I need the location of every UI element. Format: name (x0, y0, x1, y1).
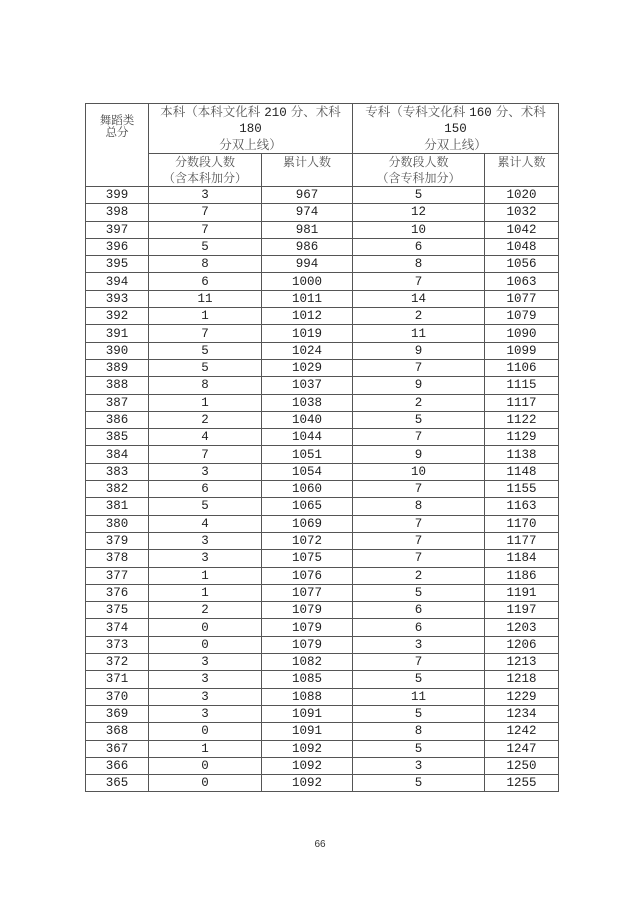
table-row (86, 671, 559, 688)
cell-total-score: 378 (86, 550, 149, 567)
cell-total-score: 379 (86, 532, 149, 549)
table-row (86, 290, 559, 307)
cell-bachelor-count: 0 (149, 636, 262, 653)
cell-bachelor-cumulative: 1092 (262, 775, 353, 792)
cell-bachelor-cumulative: 1011 (262, 290, 353, 307)
cell-bachelor-cumulative: 1029 (262, 359, 353, 376)
table-row (86, 550, 559, 567)
cell-total-score: 372 (86, 654, 149, 671)
cell-bachelor-count: 6 (149, 481, 262, 498)
cell-bachelor-count: 3 (149, 654, 262, 671)
cell-associate-cumulative: 1020 (485, 187, 559, 204)
cell-bachelor-count: 3 (149, 688, 262, 705)
table-row (86, 273, 559, 290)
cell-total-score: 392 (86, 308, 149, 325)
cell-total-score: 394 (86, 273, 149, 290)
cell-total-score: 370 (86, 688, 149, 705)
cell-associate-count: 7 (353, 515, 485, 532)
cell-bachelor-cumulative: 1024 (262, 342, 353, 359)
cell-bachelor-count: 1 (149, 394, 262, 411)
table-row (86, 256, 559, 273)
cell-associate-cumulative: 1247 (485, 740, 559, 757)
cell-bachelor-cumulative: 1012 (262, 308, 353, 325)
table-row (86, 342, 559, 359)
cell-bachelor-cumulative: 1088 (262, 688, 353, 705)
cell-bachelor-cumulative: 1051 (262, 446, 353, 463)
header-bachelor-line3: 分双上线） (219, 137, 282, 152)
cell-total-score: 386 (86, 411, 149, 428)
subheader-associate-count-line1: 分数段人数 (388, 155, 449, 169)
cell-associate-cumulative: 1148 (485, 463, 559, 480)
cell-total-score: 382 (86, 481, 149, 498)
table-row (86, 446, 559, 463)
header-bachelor-art-score: 180 (239, 122, 262, 136)
cell-associate-cumulative: 1250 (485, 757, 559, 774)
table-row (86, 515, 559, 532)
cell-associate-cumulative: 1234 (485, 705, 559, 722)
cell-bachelor-cumulative: 1079 (262, 602, 353, 619)
cell-associate-count: 3 (353, 636, 485, 653)
cell-associate-cumulative: 1197 (485, 602, 559, 619)
cell-total-score: 383 (86, 463, 149, 480)
cell-bachelor-count: 1 (149, 584, 262, 601)
cell-associate-cumulative: 1242 (485, 723, 559, 740)
cell-total-score: 366 (86, 757, 149, 774)
table-row (86, 463, 559, 480)
cell-associate-cumulative: 1117 (485, 394, 559, 411)
table-row (86, 775, 559, 792)
cell-bachelor-count: 3 (149, 705, 262, 722)
cell-bachelor-count: 1 (149, 567, 262, 584)
cell-bachelor-count: 2 (149, 411, 262, 428)
cell-associate-count: 6 (353, 602, 485, 619)
cell-total-score: 377 (86, 567, 149, 584)
cell-associate-count: 5 (353, 671, 485, 688)
page-number: 66 (314, 839, 326, 850)
cell-associate-count: 8 (353, 256, 485, 273)
table-row (86, 584, 559, 601)
cell-total-score: 367 (86, 740, 149, 757)
cell-associate-cumulative: 1184 (485, 550, 559, 567)
cell-bachelor-cumulative: 1082 (262, 654, 353, 671)
cell-associate-count: 5 (353, 740, 485, 757)
cell-bachelor-cumulative: 986 (262, 238, 353, 255)
cell-total-score: 375 (86, 602, 149, 619)
cell-bachelor-count: 0 (149, 723, 262, 740)
table-row (86, 359, 559, 376)
cell-associate-cumulative: 1229 (485, 688, 559, 705)
cell-associate-count: 7 (353, 429, 485, 446)
cell-associate-cumulative: 1056 (485, 256, 559, 273)
score-distribution-table (85, 103, 559, 792)
cell-bachelor-cumulative: 1092 (262, 757, 353, 774)
table-row (86, 619, 559, 636)
cell-total-score: 388 (86, 377, 149, 394)
table-row (86, 325, 559, 342)
cell-associate-cumulative: 1155 (485, 481, 559, 498)
cell-total-score: 376 (86, 584, 149, 601)
cell-associate-count: 5 (353, 411, 485, 428)
cell-bachelor-count: 5 (149, 342, 262, 359)
cell-associate-count: 2 (353, 394, 485, 411)
cell-associate-count: 10 (353, 463, 485, 480)
header-associate-line3: 分双上线） (424, 137, 487, 152)
cell-bachelor-count: 5 (149, 498, 262, 515)
cell-bachelor-count: 7 (149, 204, 262, 221)
cell-bachelor-cumulative: 1085 (262, 671, 353, 688)
cell-associate-cumulative: 1077 (485, 290, 559, 307)
header-associate-prefix: 专科（专科文化科 (365, 104, 470, 119)
header-associate-suffix: 分、术科 (491, 104, 546, 119)
cell-bachelor-count: 3 (149, 550, 262, 567)
cell-associate-count: 2 (353, 308, 485, 325)
cell-associate-cumulative: 1138 (485, 446, 559, 463)
cell-bachelor-cumulative: 1076 (262, 567, 353, 584)
cell-associate-cumulative: 1177 (485, 532, 559, 549)
cell-associate-cumulative: 1218 (485, 671, 559, 688)
table-row (86, 723, 559, 740)
cell-total-score: 399 (86, 187, 149, 204)
table-row (86, 688, 559, 705)
cell-bachelor-cumulative: 1019 (262, 325, 353, 342)
cell-bachelor-cumulative: 1054 (262, 463, 353, 480)
cell-total-score: 373 (86, 636, 149, 653)
cell-total-score: 389 (86, 359, 149, 376)
cell-total-score: 369 (86, 705, 149, 722)
cell-total-score: 387 (86, 394, 149, 411)
cell-associate-count: 6 (353, 619, 485, 636)
cell-total-score: 368 (86, 723, 149, 740)
cell-associate-cumulative: 1163 (485, 498, 559, 515)
header-bachelor-culture-score: 210 (264, 106, 287, 120)
table-row (86, 411, 559, 428)
table-row (86, 221, 559, 238)
cell-bachelor-count: 0 (149, 757, 262, 774)
table-row (86, 705, 559, 722)
cell-bachelor-count: 3 (149, 671, 262, 688)
cell-associate-cumulative: 1079 (485, 308, 559, 325)
cell-bachelor-count: 8 (149, 256, 262, 273)
header-total-score (86, 104, 149, 187)
cell-total-score: 396 (86, 238, 149, 255)
cell-associate-count: 8 (353, 498, 485, 515)
cell-bachelor-count: 0 (149, 619, 262, 636)
cell-bachelor-cumulative: 1079 (262, 636, 353, 653)
cell-bachelor-count: 5 (149, 359, 262, 376)
cell-associate-count: 7 (353, 481, 485, 498)
cell-total-score: 371 (86, 671, 149, 688)
cell-associate-count: 5 (353, 187, 485, 204)
cell-bachelor-cumulative: 1092 (262, 740, 353, 757)
cell-bachelor-count: 2 (149, 602, 262, 619)
header-associate (353, 104, 559, 154)
cell-total-score: 385 (86, 429, 149, 446)
cell-associate-cumulative: 1042 (485, 221, 559, 238)
cell-associate-count: 12 (353, 204, 485, 221)
cell-associate-count: 11 (353, 325, 485, 342)
subheader-associate-count (353, 154, 485, 187)
cell-associate-cumulative: 1255 (485, 775, 559, 792)
table-header (86, 104, 559, 187)
cell-associate-count: 7 (353, 359, 485, 376)
cell-associate-cumulative: 1106 (485, 359, 559, 376)
table-row (86, 532, 559, 549)
cell-bachelor-count: 0 (149, 775, 262, 792)
cell-associate-cumulative: 1186 (485, 567, 559, 584)
subheader-bachelor-cumulative (262, 154, 353, 187)
cell-total-score: 395 (86, 256, 149, 273)
cell-bachelor-cumulative: 1079 (262, 619, 353, 636)
cell-bachelor-cumulative: 1075 (262, 550, 353, 567)
cell-bachelor-cumulative: 1037 (262, 377, 353, 394)
cell-associate-count: 3 (353, 757, 485, 774)
table-row (86, 308, 559, 325)
header-bachelor-prefix: 本科（本科文化科 (160, 104, 265, 119)
cell-bachelor-count: 5 (149, 238, 262, 255)
cell-bachelor-count: 11 (149, 290, 262, 307)
header-bachelor-suffix: 分、术科 (286, 104, 341, 119)
cell-associate-cumulative: 1063 (485, 273, 559, 290)
cell-total-score: 398 (86, 204, 149, 221)
table-row (86, 654, 559, 671)
cell-associate-count: 9 (353, 342, 485, 359)
cell-bachelor-cumulative: 1091 (262, 705, 353, 722)
cell-total-score: 397 (86, 221, 149, 238)
table-row (86, 481, 559, 498)
cell-associate-cumulative: 1099 (485, 342, 559, 359)
cell-associate-count: 5 (353, 705, 485, 722)
table-row (86, 187, 559, 204)
cell-associate-count: 10 (353, 221, 485, 238)
cell-associate-cumulative: 1203 (485, 619, 559, 636)
cell-associate-cumulative: 1213 (485, 654, 559, 671)
subheader-associate-cumulative (485, 154, 559, 187)
cell-bachelor-cumulative: 1044 (262, 429, 353, 446)
cell-bachelor-cumulative: 974 (262, 204, 353, 221)
header-associate-art-score: 150 (444, 122, 467, 136)
cell-bachelor-count: 8 (149, 377, 262, 394)
cell-associate-cumulative: 1191 (485, 584, 559, 601)
cell-bachelor-cumulative: 1000 (262, 273, 353, 290)
cell-total-score: 390 (86, 342, 149, 359)
cell-associate-cumulative: 1206 (485, 636, 559, 653)
cell-bachelor-cumulative: 994 (262, 256, 353, 273)
cell-associate-count: 7 (353, 273, 485, 290)
cell-bachelor-count: 3 (149, 532, 262, 549)
cell-bachelor-cumulative: 1060 (262, 481, 353, 498)
cell-bachelor-count: 1 (149, 740, 262, 757)
cell-associate-count: 9 (353, 377, 485, 394)
cell-total-score: 374 (86, 619, 149, 636)
cell-associate-cumulative: 1122 (485, 411, 559, 428)
cell-associate-count: 8 (353, 723, 485, 740)
table-row (86, 567, 559, 584)
cell-associate-count: 14 (353, 290, 485, 307)
cell-associate-count: 6 (353, 238, 485, 255)
table-row (86, 498, 559, 515)
cell-bachelor-cumulative: 1077 (262, 584, 353, 601)
cell-bachelor-count: 3 (149, 463, 262, 480)
header-bachelor (149, 104, 353, 154)
table-row (86, 429, 559, 446)
cell-bachelor-cumulative: 1040 (262, 411, 353, 428)
cell-associate-count: 7 (353, 654, 485, 671)
cell-total-score: 380 (86, 515, 149, 532)
cell-associate-count: 7 (353, 550, 485, 567)
table-row (86, 377, 559, 394)
cell-associate-count: 11 (353, 688, 485, 705)
cell-bachelor-cumulative: 1072 (262, 532, 353, 549)
cell-associate-cumulative: 1048 (485, 238, 559, 255)
cell-associate-count: 5 (353, 584, 485, 601)
cell-bachelor-count: 7 (149, 325, 262, 342)
cell-associate-count: 9 (353, 446, 485, 463)
cell-bachelor-count: 4 (149, 429, 262, 446)
subheader-associate-count-line2: （含专科加分） (376, 171, 461, 185)
cell-associate-count: 7 (353, 532, 485, 549)
subheader-bachelor-count (149, 154, 262, 187)
cell-bachelor-cumulative: 981 (262, 221, 353, 238)
cell-total-score: 381 (86, 498, 149, 515)
cell-associate-count: 5 (353, 775, 485, 792)
cell-associate-cumulative: 1090 (485, 325, 559, 342)
table-row (86, 394, 559, 411)
cell-associate-count: 2 (353, 567, 485, 584)
cell-bachelor-cumulative: 967 (262, 187, 353, 204)
table-row (86, 238, 559, 255)
cell-total-score: 393 (86, 290, 149, 307)
table-row (86, 602, 559, 619)
cell-associate-cumulative: 1115 (485, 377, 559, 394)
cell-bachelor-count: 4 (149, 515, 262, 532)
subheader-bachelor-count-line2: （含本科加分） (162, 171, 247, 185)
cell-associate-cumulative: 1032 (485, 204, 559, 221)
header-total-score-line1: 舞蹈类 (99, 113, 135, 127)
cell-associate-cumulative: 1129 (485, 429, 559, 446)
cell-total-score: 384 (86, 446, 149, 463)
cell-bachelor-cumulative: 1065 (262, 498, 353, 515)
header-associate-culture-score: 160 (469, 106, 492, 120)
cell-total-score: 365 (86, 775, 149, 792)
cell-bachelor-cumulative: 1069 (262, 515, 353, 532)
subheader-bachelor-cumulative-label: 累计人数 (283, 155, 332, 169)
cell-bachelor-cumulative: 1091 (262, 723, 353, 740)
cell-bachelor-count: 7 (149, 446, 262, 463)
table-body (86, 187, 559, 792)
cell-bachelor-cumulative: 1038 (262, 394, 353, 411)
cell-bachelor-count: 7 (149, 221, 262, 238)
header-total-score-line2: 总分 (105, 125, 129, 139)
cell-bachelor-count: 1 (149, 308, 262, 325)
table-row (86, 740, 559, 757)
cell-total-score: 391 (86, 325, 149, 342)
subheader-associate-cumulative-label: 累计人数 (497, 155, 546, 169)
table-row (86, 636, 559, 653)
cell-bachelor-count: 6 (149, 273, 262, 290)
subheader-bachelor-count-line1: 分数段人数 (174, 155, 235, 169)
table-row (86, 757, 559, 774)
cell-associate-cumulative: 1170 (485, 515, 559, 532)
table-row (86, 204, 559, 221)
cell-bachelor-count: 3 (149, 187, 262, 204)
